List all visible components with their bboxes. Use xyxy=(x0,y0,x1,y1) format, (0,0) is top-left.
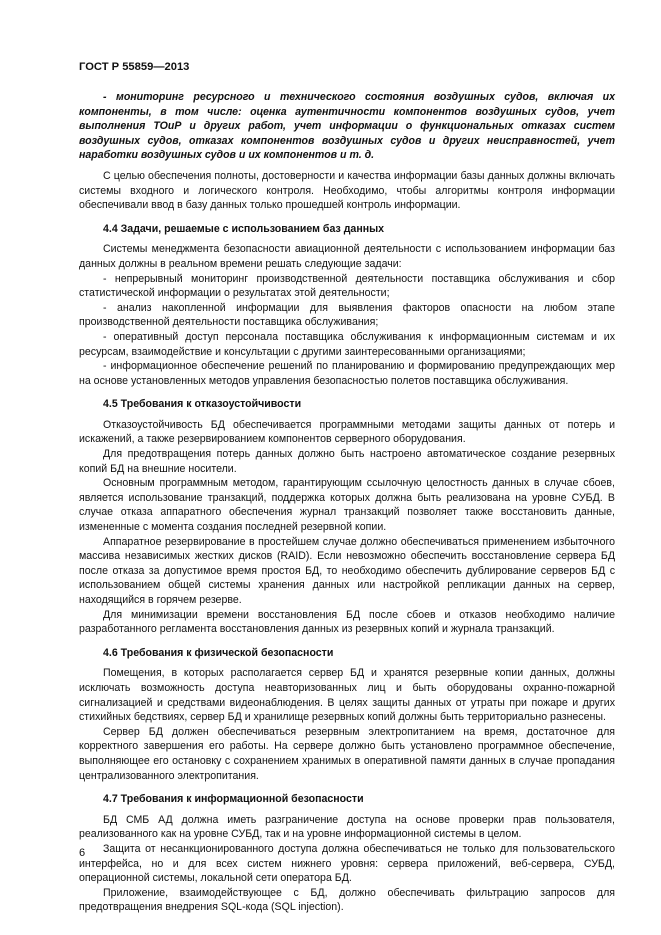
section-4-7-heading: 4.7 Требования к информационной безопасности xyxy=(103,793,364,806)
section-4-7-paragraph: Защита от несанкционированного доступа должна обеспечиваться не только для пользовательского интерфейса, но и для всех систем нижнего уровня: сервера приложений, веб-сервера, СУБД, операционной системы, локальной сети оператора БД. xyxy=(79,842,615,885)
section-4-5-paragraph: Для минимизации времени восстановления БД после сбоев и отказов необходимо наличие разработанного регламента восстановления данных из резервных копий и журнала транзакций. xyxy=(79,608,615,636)
section-4-7-paragraph: БД СМБ АД должна иметь разграничение доступа на основе проверки прав пользователя, реализованного как на уровне СУБД, так и на уровне информационной системы в целом. xyxy=(79,813,615,841)
page-number: 6 xyxy=(79,847,86,859)
document-header: ГОСТ Р 55859—2013 xyxy=(79,61,190,73)
section-4-7-paragraph: Приложение, взаимодействующее с БД, должно обеспечивать фильтрацию запросов для предотвращения внедрения SQL-кода (SQL injection). xyxy=(79,886,615,914)
section-4-5-paragraph: Для предотвращения потерь данных должно быть настроено автоматическое создание резервных копий БД на внешние носители. xyxy=(79,448,615,475)
section-4-5-paragraph: Основным программным методом, гарантирующим ссылочную целостность данных в случае сбоев, является использование транзакций, поддержка которых должна быть реализована на уровне СУБД. В случае отказа аппаратного обеспечения журнал транзакций позволяет также восстановить данные, измененные с момента создания последней резервной копии. xyxy=(79,477,615,534)
section-4-6-heading: 4.6 Требования к физической безопасности xyxy=(103,646,334,659)
section-4-6-paragraph: Помещения, в которых располагается сервер БД и хранятся резервные копии данных, должны исключать возможность доступа неавторизованных лиц и быть оборудованы охранно-пожарной сигнализацией и средствами видеонаблюдения. В целях защиты данных от утраты при пожаре и других стихийных бедствиях, сервер БД и хранилище резервных копий должны быть территориально разнесены. xyxy=(79,667,615,724)
intro-italic-item: - мониторинг ресурсного и технического состояния воздушных судов, включая их компоненты, в том числе: оценка аутентичности компонентов воздушных судов, учет выполнения ТОиР и других работ, учет информации о функциональных отказах систем воздушных судов, отказах компонентов воздушных судов и других неисправностей, учет наработки воздушных судов и их компонентов и т. д. xyxy=(79,91,615,162)
section-4-5-paragraph: Отказоустойчивость БД обеспечивается программными методами защиты данных от потерь и искажений, а также резервированием компонентов серверного оборудования. xyxy=(79,418,615,446)
section-4-4-bullet: - информационное обеспечение решений по планированию и формированию предупреждающих мер на основе установленных методов управления безопасностью полетов поставщика обслуживания. xyxy=(79,360,615,387)
section-4-4-heading: 4.4 Задачи, решаемые с использованием баз данных xyxy=(103,222,385,235)
section-4-6-paragraph: Сервер БД должен обеспечиваться резервным электропитанием на время, достаточное для корректного завершения его работы. На сервере должно быть установлено программное обеспечение, выполняющее его остановку с сохранением хранимых в оперативной памяти данных в случае пропадания централизованного электропитания. xyxy=(79,725,615,782)
document-body xyxy=(79,90,615,915)
intro-paragraph: С целью обеспечения полноты, достоверности и качества информации базы данных должны включать системы входного и логического контроля. Необходимо, чтобы алгоритмы контроля информации обеспечивали ввод в базу данных только прошедшей контроль информации. xyxy=(79,169,615,212)
section-4-4-bullet: - анализ накопленной информации для выявления факторов опасности на любом этапе производственной деятельности поставщика обслуживания; xyxy=(79,301,615,329)
section-4-4-paragraph: Системы менеджмента безопасности авиационной деятельности с использованием информации баз данных должны в реальном времени решать следующие задачи: xyxy=(79,243,615,270)
section-4-5-paragraph: Аппаратное резервирование в простейшем случае должно обеспечиваться применением избыточного массива независимых жестких дисков (RAID). Если невозможно обеспечить восстановление сервера БД после отказа за допустимое время простоя БД, то необходимо обеспечить дублирование серверов БД с использованием общей системы хранения данных или настройкой репликации данных на сервер, находящийся в горячем резерве. xyxy=(79,535,615,606)
section-4-4-bullet: - оперативный доступ персонала поставщика обслуживания к информационным системам и их ресурсам, взаимодействие и консультации с другими заинтересованными организациями; xyxy=(79,330,615,358)
section-4-4-bullet: - непрерывный мониторинг производственной деятельности поставщика обслуживания и сбор статистической информации о результатах этой деятельности; xyxy=(79,272,615,300)
section-4-5-heading: 4.5 Требования к отказоустойчивости xyxy=(103,398,302,411)
